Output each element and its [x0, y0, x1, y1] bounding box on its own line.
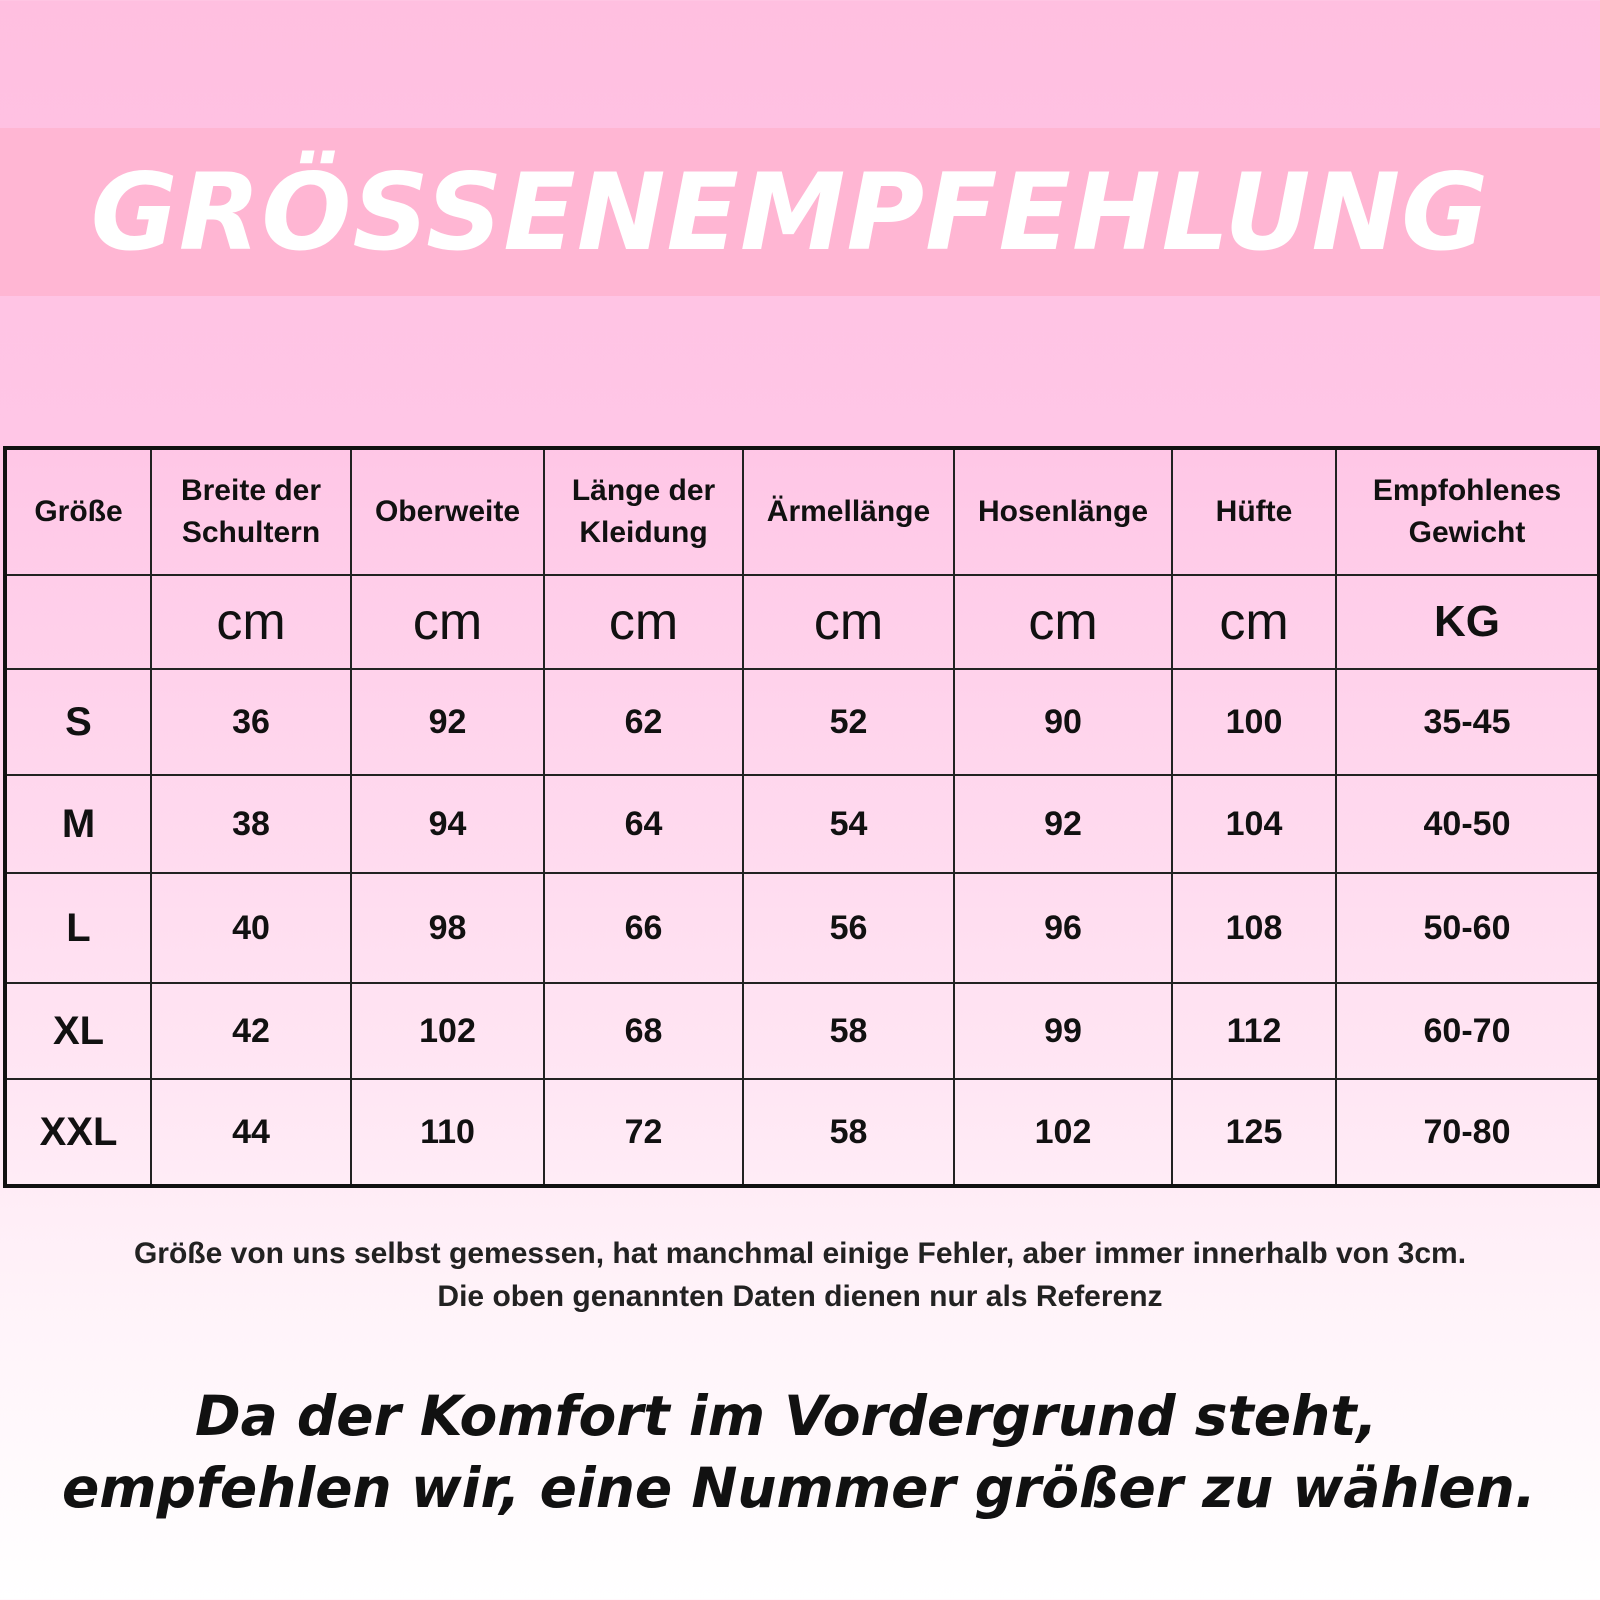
table-cell: 40-50 [1336, 775, 1599, 873]
table-cell: 112 [1172, 983, 1336, 1079]
recommendation-line-2: empfehlen wir, eine Nummer größer zu wählen. [62, 1456, 1536, 1520]
table-cell: 102 [351, 983, 544, 1079]
table-cell: 42 [151, 983, 351, 1079]
table-cell: 52 [743, 669, 954, 775]
table-cell: 40 [151, 873, 351, 983]
page-title: GRÖSSENEMPFEHLUNG [90, 150, 1490, 274]
table-cell: 62 [544, 669, 743, 775]
table-cell: 60-70 [1336, 983, 1599, 1079]
size-label: XL [5, 983, 151, 1079]
table-cell: 102 [954, 1079, 1172, 1186]
table-row [5, 983, 1599, 1079]
header-sleeve-length: Ärmellänge [743, 448, 954, 575]
header-weight: Empfohlenes Gewicht [1336, 448, 1599, 575]
header-pants-length: Hosenlänge [954, 448, 1172, 575]
table-cell: 38 [151, 775, 351, 873]
title-band [0, 128, 1600, 296]
header-shoulder-width: Breite der Schultern [151, 448, 351, 575]
size-label: S [5, 669, 151, 775]
table-cell: 50-60 [1336, 873, 1599, 983]
table-cell: 96 [954, 873, 1172, 983]
table-cell: 56 [743, 873, 954, 983]
header-row [5, 448, 1599, 575]
recommendation-line-1: Da der Komfort im Vordergrund steht, [195, 1384, 1378, 1448]
unit-cell: cm [743, 575, 954, 669]
header-bust: Oberweite [351, 448, 544, 575]
table-cell: 70-80 [1336, 1079, 1599, 1186]
table-cell: 125 [1172, 1079, 1336, 1186]
size-recommendation [0, 1380, 1600, 1524]
table-cell: 92 [954, 775, 1172, 873]
table-cell: 99 [954, 983, 1172, 1079]
table-cell: 72 [544, 1079, 743, 1186]
header-size: Größe [5, 448, 151, 575]
table-cell: 94 [351, 775, 544, 873]
table-row [5, 873, 1599, 983]
unit-row [5, 575, 1599, 669]
table-cell: 110 [351, 1079, 544, 1186]
header-length: Länge der Kleidung [544, 448, 743, 575]
unit-cell: KG [1336, 575, 1599, 669]
table-cell: 68 [544, 983, 743, 1079]
table-row [5, 1079, 1599, 1186]
size-label: L [5, 873, 151, 983]
unit-cell: cm [544, 575, 743, 669]
table-cell: 98 [351, 873, 544, 983]
unit-cell: cm [1172, 575, 1336, 669]
header-hip: Hüfte [1172, 448, 1336, 575]
note-line-2: Die oben genannten Daten dienen nur als Referenz [437, 1280, 1163, 1313]
table-cell: 100 [1172, 669, 1336, 775]
table-cell: 92 [351, 669, 544, 775]
table-cell: 104 [1172, 775, 1336, 873]
size-table [3, 446, 1600, 1188]
table-cell: 35-45 [1336, 669, 1599, 775]
table-row [5, 775, 1599, 873]
table-cell: 58 [743, 1079, 954, 1186]
table-cell: 44 [151, 1079, 351, 1186]
table-cell: 66 [544, 873, 743, 983]
table-row [5, 669, 1599, 775]
unit-cell [5, 575, 151, 669]
table-cell: 64 [544, 775, 743, 873]
table-cell: 36 [151, 669, 351, 775]
table-cell: 54 [743, 775, 954, 873]
unit-cell: cm [351, 575, 544, 669]
size-label: M [5, 775, 151, 873]
unit-cell: cm [151, 575, 351, 669]
table-cell: 108 [1172, 873, 1336, 983]
table-cell: 58 [743, 983, 954, 1079]
measurement-note [0, 1232, 1600, 1318]
unit-cell: cm [954, 575, 1172, 669]
size-label: XXL [5, 1079, 151, 1186]
note-line-1: Größe von uns selbst gemessen, hat manchmal einige Fehler, aber immer innerhalb von 3cm. [133, 1237, 1467, 1270]
table-cell: 90 [954, 669, 1172, 775]
